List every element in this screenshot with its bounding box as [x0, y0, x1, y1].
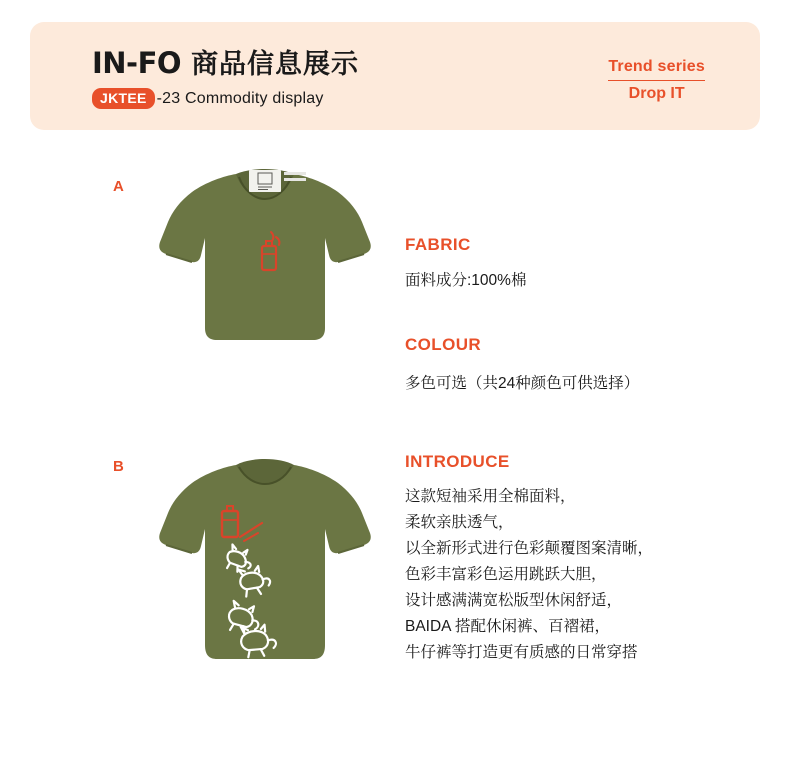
product-image-back — [140, 445, 390, 680]
subtitle-row — [92, 88, 359, 109]
subtitle-text: -23 Commodity display — [156, 89, 324, 107]
header-right-block — [608, 58, 705, 103]
page-title-cn: 商品信息展示 — [191, 49, 360, 79]
introduce-body — [405, 484, 653, 666]
header-banner — [30, 22, 760, 130]
trend-series-label: Trend series — [608, 58, 705, 75]
introduce-line: 以全新形式进行色彩颠覆图案清晰， — [405, 540, 654, 557]
introduce-heading: INTRODUCE — [405, 452, 510, 471]
introduce-line: 这款短袖采用全棉面料， — [405, 488, 576, 505]
fabric-body: 面料成分:100%棉 — [405, 272, 527, 289]
product-image-front — [140, 160, 390, 360]
colour-body: 多色可选（共24种颜色可供选择） — [405, 375, 640, 392]
page-title-en: IN-FO — [92, 46, 182, 80]
title-row — [92, 42, 359, 81]
introduce-line: BAIDA 搭配休闲裤、百褶裙， — [405, 618, 610, 635]
introduce-line: 色彩丰富彩色运用跳跃大胆， — [405, 566, 607, 583]
drop-it-label: Drop IT — [628, 85, 685, 102]
brand-badge: JKTEE — [92, 88, 155, 109]
introduce-line: 柔软亲肤透气， — [405, 514, 514, 531]
header-left-block — [92, 42, 359, 109]
introduce-line: 牛仔裤等打造更有质感的日常穿搭 — [405, 644, 638, 661]
introduce-line: 设计感满满宽松版型休闲舒适， — [405, 592, 623, 609]
divider-line — [608, 80, 705, 81]
fabric-heading: FABRIC — [405, 235, 471, 254]
colour-heading: COLOUR — [405, 335, 482, 354]
product-label-a: A — [113, 178, 124, 195]
product-label-b: B — [113, 458, 124, 475]
